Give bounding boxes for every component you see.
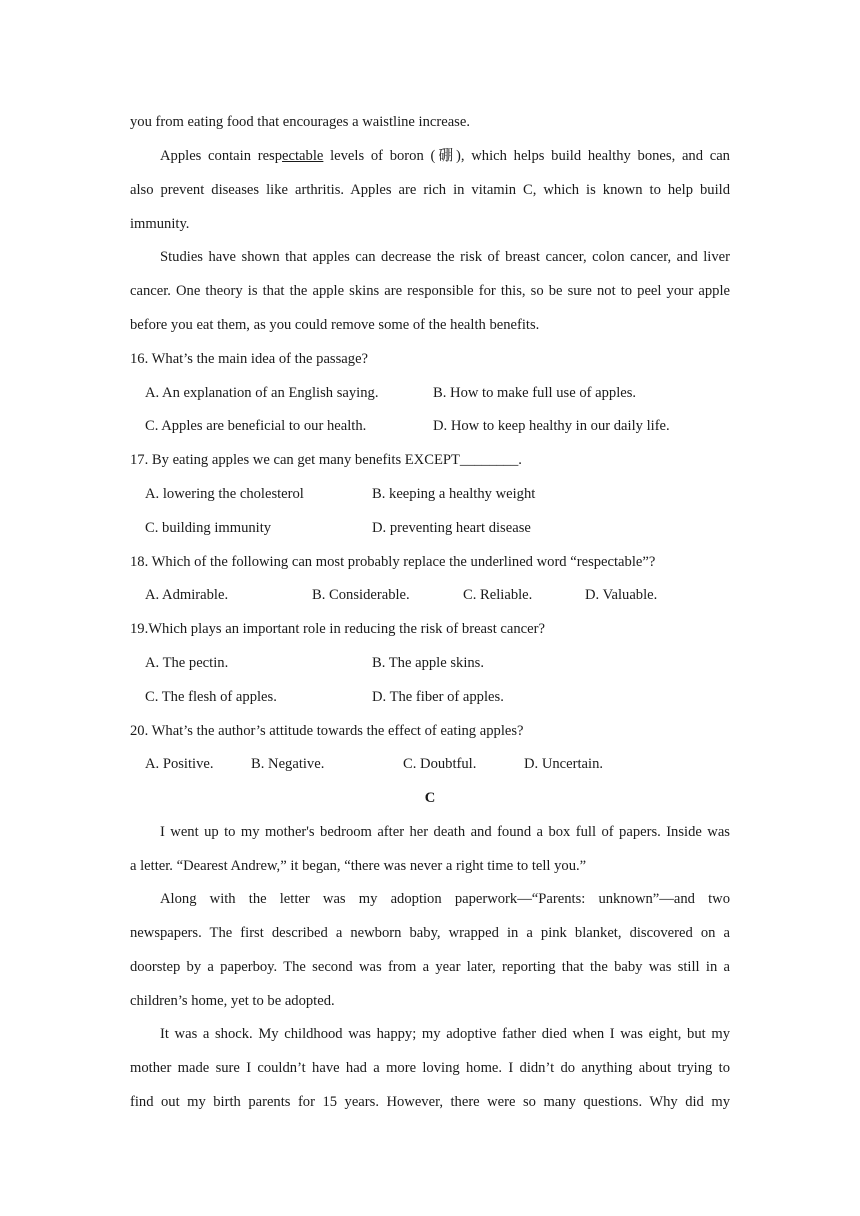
question-stem: 20. What’s the author’s attitude towards the effect of eating apples? bbox=[130, 723, 524, 739]
answer-option: A. lowering the cholesterol bbox=[145, 486, 304, 502]
passage-line: cancer. One theory is that the apple skins are responsible for this, so be sure not to peel your apple bbox=[130, 283, 730, 299]
answer-option: B. Considerable. bbox=[312, 587, 410, 603]
passage-line: children’s home, yet to be adopted. bbox=[130, 993, 335, 1009]
question-stem: 19.Which plays an important role in reducing the risk of breast cancer? bbox=[130, 621, 545, 637]
question-stem: 17. By eating apples we can get many benefits EXCEPT________. bbox=[130, 452, 522, 468]
answer-option: D. Valuable. bbox=[585, 587, 658, 603]
answer-option: A. The pectin. bbox=[145, 655, 229, 671]
answer-option: D. preventing heart disease bbox=[372, 520, 531, 536]
question-stem: 16. What’s the main idea of the passage? bbox=[130, 351, 369, 367]
passage-line: It was a shock. My childhood was happy; my adoptive father died when I was eight, but my bbox=[160, 1026, 730, 1042]
passage-line: also prevent diseases like arthritis. Apples are rich in vitamin C, which is known to help build bbox=[130, 182, 730, 198]
answer-option: C. building immunity bbox=[145, 520, 272, 536]
passage-line: find out my birth parents for 15 years. However, there were so many questions. Why did my bbox=[130, 1094, 730, 1110]
answer-option: C. Reliable. bbox=[463, 587, 533, 603]
passage-line: a letter. “Dearest Andrew,” it began, “there was never a right time to tell you.” bbox=[130, 858, 587, 874]
answer-option: B. How to make full use of apples. bbox=[433, 385, 637, 401]
answer-option: C. Apples are beneficial to our health. bbox=[145, 418, 367, 434]
passage-line: Along with the letter was my adoption paperwork—“Parents: unknown”—and two bbox=[160, 891, 730, 907]
answer-option: D. Uncertain. bbox=[524, 756, 604, 772]
answer-option: C. The flesh of apples. bbox=[145, 689, 277, 705]
answer-option: B. Negative. bbox=[251, 756, 325, 772]
answer-option: B. The apple skins. bbox=[372, 655, 485, 671]
passage-line: immunity. bbox=[130, 216, 190, 232]
underlined-word: ectable bbox=[282, 148, 324, 164]
answer-option: A. Positive. bbox=[145, 756, 214, 772]
passage-line: you from eating food that encourages a waistline increase. bbox=[130, 114, 470, 130]
answer-option: B. keeping a healthy weight bbox=[372, 486, 536, 502]
text-run: Apples contain resp bbox=[160, 148, 283, 164]
passage-line: before you eat them, as you could remove some of the health benefits. bbox=[130, 317, 540, 333]
question-stem: 18. Which of the following can most probably replace the underlined word “respectable”? bbox=[130, 554, 656, 570]
text-run: levels of boron (硼), which helps build healthy bones, and can bbox=[323, 148, 730, 164]
answer-option: A. Admirable. bbox=[145, 587, 229, 603]
answer-option: C. Doubtful. bbox=[403, 756, 477, 772]
answer-option: D. The fiber of apples. bbox=[372, 689, 504, 705]
passage-line: mother made sure I couldn’t have had a more loving home. I didn’t do anything about trying to bbox=[130, 1060, 730, 1076]
passage-line: I went up to my mother's bedroom after her death and found a box full of papers. Inside was bbox=[160, 824, 730, 840]
section-heading: C bbox=[424, 790, 436, 806]
passage-line: newspapers. The first described a newborn baby, wrapped in a pink blanket, discovered on a bbox=[130, 925, 730, 941]
passage-line: doorstep by a paperboy. The second was from a year later, reporting that the baby was still in a bbox=[130, 959, 730, 975]
answer-option: D. How to keep healthy in our daily life. bbox=[433, 418, 670, 434]
answer-option: A. An explanation of an English saying. bbox=[145, 385, 379, 401]
passage-line: Studies have shown that apples can decrease the risk of breast cancer, colon cancer, and liver bbox=[160, 249, 730, 265]
passage-line bbox=[130, 146, 730, 166]
